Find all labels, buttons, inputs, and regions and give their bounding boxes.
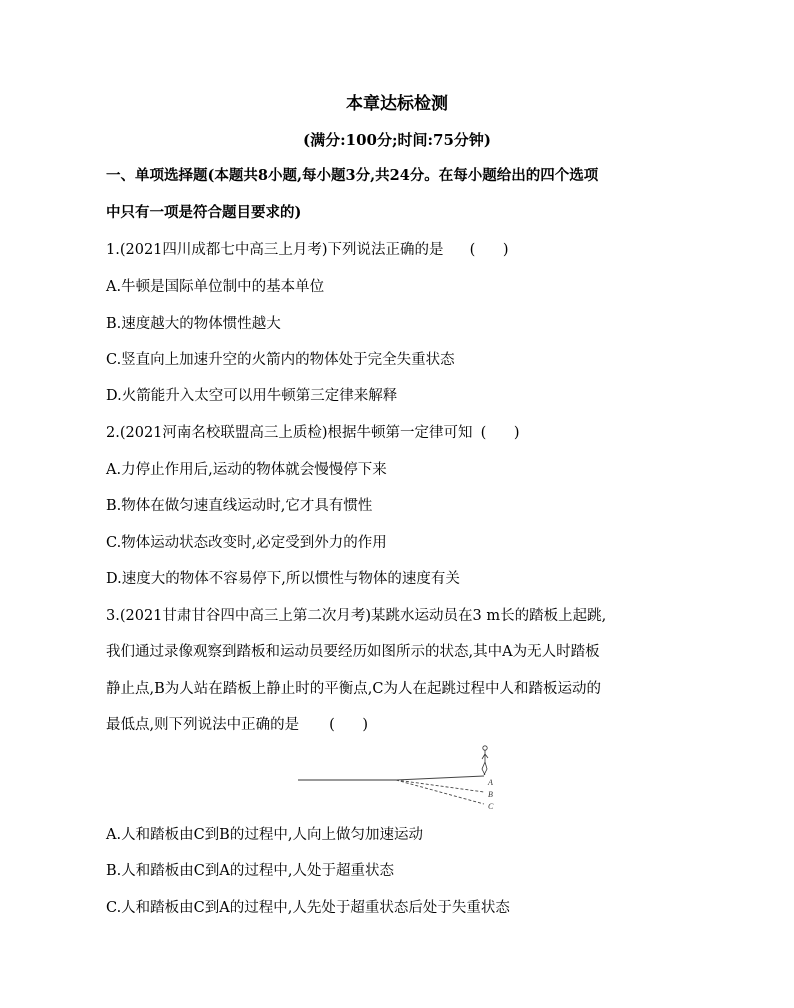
question-3-line4 — [106, 715, 368, 735]
question-1-option-b: B.速度越大的物体惯性越大 — [106, 316, 281, 332]
answer-parenthesis: ( ) — [329, 717, 369, 733]
question-1-option-a: A.牛顿是国际单位制中的基本单位 — [106, 279, 325, 295]
question-2-option-c: C.物体运动状态改变时,必定受到外力的作用 — [106, 535, 387, 551]
board-position-a — [396, 776, 484, 780]
question-2-option-a: A.力停止作用后,运动的物体就会慢慢停下来 — [106, 462, 387, 478]
board-position-b — [396, 780, 484, 792]
page-subtitle: (满分:100分;时间:75分钟) — [303, 131, 491, 149]
question-2-option-d: D.速度大的物体不容易停下,所以惯性与物体的速度有关 — [106, 571, 460, 587]
section-heading-line2: 中只有一项是符合题目要求的) — [106, 204, 302, 221]
page-title: 本章达标检测 — [346, 94, 448, 114]
question-1-stem — [106, 240, 509, 260]
figure-label-c: C — [488, 802, 494, 811]
answer-parenthesis: ( ) — [469, 242, 509, 258]
question-3-line2: 我们通过录像观察到踏板和运动员要经历如图所示的状态,其中A为无人时踏板 — [106, 644, 600, 660]
question-1-option-c: C.竖直向上加速升空的火箭内的物体处于完全失重状态 — [106, 352, 455, 368]
question-3-line1: 3.(2021甘肃甘谷四中高三上第二次月考)某跳水运动员在3 m长的踏板上起跳, — [106, 608, 607, 624]
question-3-stem-end: 最低点,则下列说法中正确的是 — [106, 717, 300, 733]
figure-label-b: B — [488, 790, 493, 799]
question-1-option-d: D.火箭能升入太空可以用牛顿第三定律来解释 — [106, 388, 398, 404]
answer-parenthesis: ( ) — [480, 425, 520, 441]
question-3-option-c: C.人和踏板由C到A的过程中,人先处于超重状态后处于失重状态 — [106, 900, 510, 916]
figure-label-a: A — [488, 778, 493, 787]
question-3-option-b: B.人和踏板由C到A的过程中,人处于超重状态 — [106, 863, 394, 879]
question-2-option-b: B.物体在做匀速直线运动时,它才具有惯性 — [106, 498, 373, 514]
diver-figure-icon — [482, 746, 488, 775]
question-1-stem-text: 1.(2021四川成都七中高三上月考)下列说法正确的是 — [106, 242, 444, 258]
diving-board-figure — [296, 742, 508, 818]
board-position-c — [396, 780, 484, 804]
question-3-line3: 静止点,B为人站在踏板上静止时的平衡点,C为人在起跳过程中人和踏板运动的 — [106, 681, 601, 697]
question-2-stem — [106, 423, 520, 443]
question-3-option-a: A.人和踏板由C到B的过程中,人向上做匀加速运动 — [106, 827, 423, 843]
question-2-stem-text: 2.(2021河南名校联盟高三上质检)根据牛顿第一定律可知 — [106, 425, 473, 441]
section-heading-line1: 一、单项选择题(本题共8小题,每小题3分,共24分。在每小题给出的四个选项 — [106, 167, 599, 184]
